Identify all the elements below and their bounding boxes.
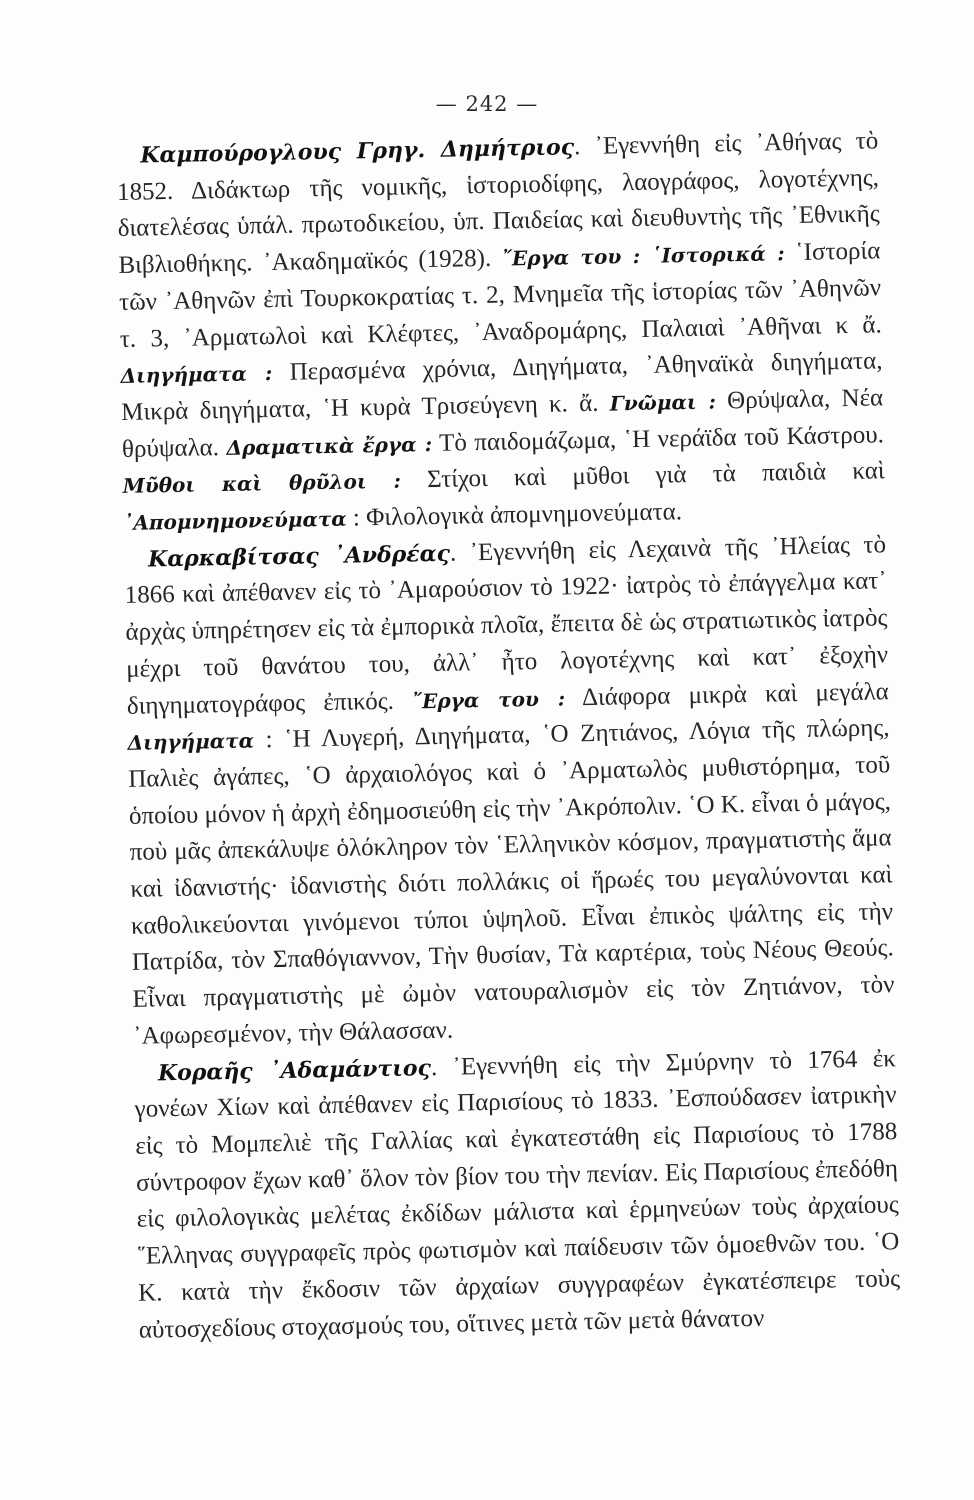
entry-text: Στίχοι καὶ μῦθοι γιὰ τὰ παιδιὰ καὶ	[400, 457, 885, 494]
entry-text: Τὸ παιδομάζωμα, ῾Η νεράϊδα τοῦ Κάστρου.	[431, 420, 885, 457]
entry-text: : ῾Η Λυγερή, Διηγήματα, ῾Ο Ζητιάνος, Λόγια τῆς πλώρης, Παλιὲς ἀγάπες, ῾Ο ἀρχαιολόγος καὶ ὁ ᾿Αρματωλὸς μυθιστόρημα, τοῦ ὁποίου μόνον ἡ ἀρχὴ ἐδημοσιεύθη εἰς τὴν ᾿Ακρόπολιν. ῾Ο Κ. εἶναι ὁ μάγος, ποὺ μᾶς ἀπεκάλυψε ὁλόκληρον τὸν ῾Ελληνικὸν κόσμον, πραγματιστὴς ἅμα καὶ ἰδανιστής· ἰδανιστὴς διότι πολλάκις οἱ ἥρωές του μεγαλύνονται καὶ καθολικεύονται γινόμενοι τύποι ὑψηλοῦ. Εἶναι ἐπικὸς ψάλτης εἰς τὴν Πατρίδα, τὸν Σπαθόγιαννον, Τὴν θυσίαν, Τὰ καρτέρια, τοὺς Νέους Θεούς. Εἶναι πραγματιστὴς μὲ ὠμὸν νατουραλισμὸν εἰς τὸν Ζητιάνον, τὸν ᾿Αφωρεσμένον, τὴν Θάλασσαν.	[128, 714, 895, 1050]
entry-text: : Φιλολογικὰ ἀπομνημονεύματα.	[346, 498, 683, 532]
entry-text: . ᾿Εγεννήθη εἰς τὴν Σμύρνην τὸ 1764 ἐκ γονέων Χίων καὶ ἀπέθανεν εἰς Παρισίους τὸ 1833. ᾿Εσπούδασεν ἰατρικὴν εἰς τὸ Μομπελιὲ τῆς Γαλλίας καὶ ἐγκατεστάθη εἰς Παρισίους τὸ 1788 σύντροφον ἔχων καθ᾿ ὅλον τὸν βίον του τὴν πενίαν. Εἰς Παρισίους ἐπεδόθη εἰς φιλολογικὰς μελέτας ἐκδίδων μάλιστα καὶ ἑρμηνεύων τοὺς ἀρχαίους ῞Ελληνας συγγραφεῖς πρὸς φωτισμὸν καὶ παίδευσιν τῶν ὁμοεθνῶν του. ῾Ο Κ. κατὰ τὴν ἔκδοσιν τῶν ἀρχαίων συγγραφέων ἐγκατέσπειρε τοὺς αὐτοσχεδίους στοχασμούς του, οἵτινες μετὰ τῶν μετὰ θάνατον	[134, 1044, 901, 1344]
category-label: Δραματικὰ ἔργα :	[226, 431, 433, 460]
entry-text: Θρύψαλα, Νέα θρύψαλα.	[121, 384, 884, 463]
entry-heading: Κοραῆς ᾿Αδαμάντιος	[157, 1054, 432, 1086]
entry-text: . ᾿Εγεννήθη εἰς ᾿Αθήνας τὸ 1852. Διδάκτωρ τῆς νομικῆς, ἱστοριοδίφης, λαογράφος, λογοτέχνης, διατελέσας ὑπάλ. πρωτοδικείου, ὑπ. Παιδείας καὶ διευθυντὴς τῆς ᾿Εθνικῆς Βιβλιοθήκης. ᾿Ακαδημαϊκός (1928).	[116, 127, 880, 280]
entry-text: ῾Ιστορία τῶν ᾿Αθηνῶν ἐπὶ Τουρκοκρατίας τ. 2, Μνημεῖα τῆς ἱστορίας τῶν ᾿Αθηνῶν τ. 3, ᾿Αρματωλοὶ καὶ Κλέφτες, ᾿Αναδρομάρης, Παλαιαὶ ᾿Αθῆναι κ ἄ.	[118, 237, 882, 353]
entry-karkavitsas	[124, 527, 896, 1055]
entry-heading: Καρκαβίτσας ᾿Ανδρέας	[147, 540, 451, 573]
category-label: Μῦθοι καὶ θρῦλοι :	[122, 468, 402, 499]
entry-kampouroglous	[116, 123, 886, 541]
category-label: Διηγήματα	[127, 728, 255, 756]
entry-text: Περασμένα χρόνια, Διηγήματα, ᾿Αθηναϊκὰ διηγήματα, Μικρὰ διηγήματα, ῾Η κυρὰ Τρισεύγενη κ. ἄ.	[121, 347, 883, 426]
category-label: Γνῶμαι :	[609, 389, 717, 416]
entry-heading: Καμπούρογλους Γρηγ. Δημήτριος	[140, 134, 575, 169]
entry-text: Διάφορα μικρὰ καὶ μεγάλα	[564, 677, 890, 712]
works-label: ῎Εργα του : ῾Ιστορικά :	[501, 241, 785, 271]
entry-text: . ᾿Εγεννήθη εἰς Λεχαινὰ τῆς ᾿Ηλείας τὸ 1866 καὶ ἀπέθανεν εἰς τὸ ᾿Αμαρούσιον τὸ 1922· ἰατρὸς τὸ ἐπάγγελμα κατ᾿ ἀρχὰς ὑπηρέτησεν εἰς τὰ ἐμπορικὰ πλοῖα, ἔπειτα δὲ ὡς στρατιωτικὸς ἰατρὸς μέχρι τοῦ θανάτου του, ἀλλ᾿ ἦτο λογοτέχνης καὶ κατ᾿ ἐξοχὴν διηγηματογράφος ἐπικός.	[124, 531, 889, 720]
category-label: ᾿Απομνημονεύματα	[123, 506, 347, 535]
works-label: ῎Εργα του :	[411, 686, 566, 713]
page-number: — 242 —	[435, 92, 539, 116]
entry-korais	[134, 1041, 901, 1349]
category-label: Διηγήματα :	[120, 361, 273, 389]
text-column	[116, 123, 901, 1349]
